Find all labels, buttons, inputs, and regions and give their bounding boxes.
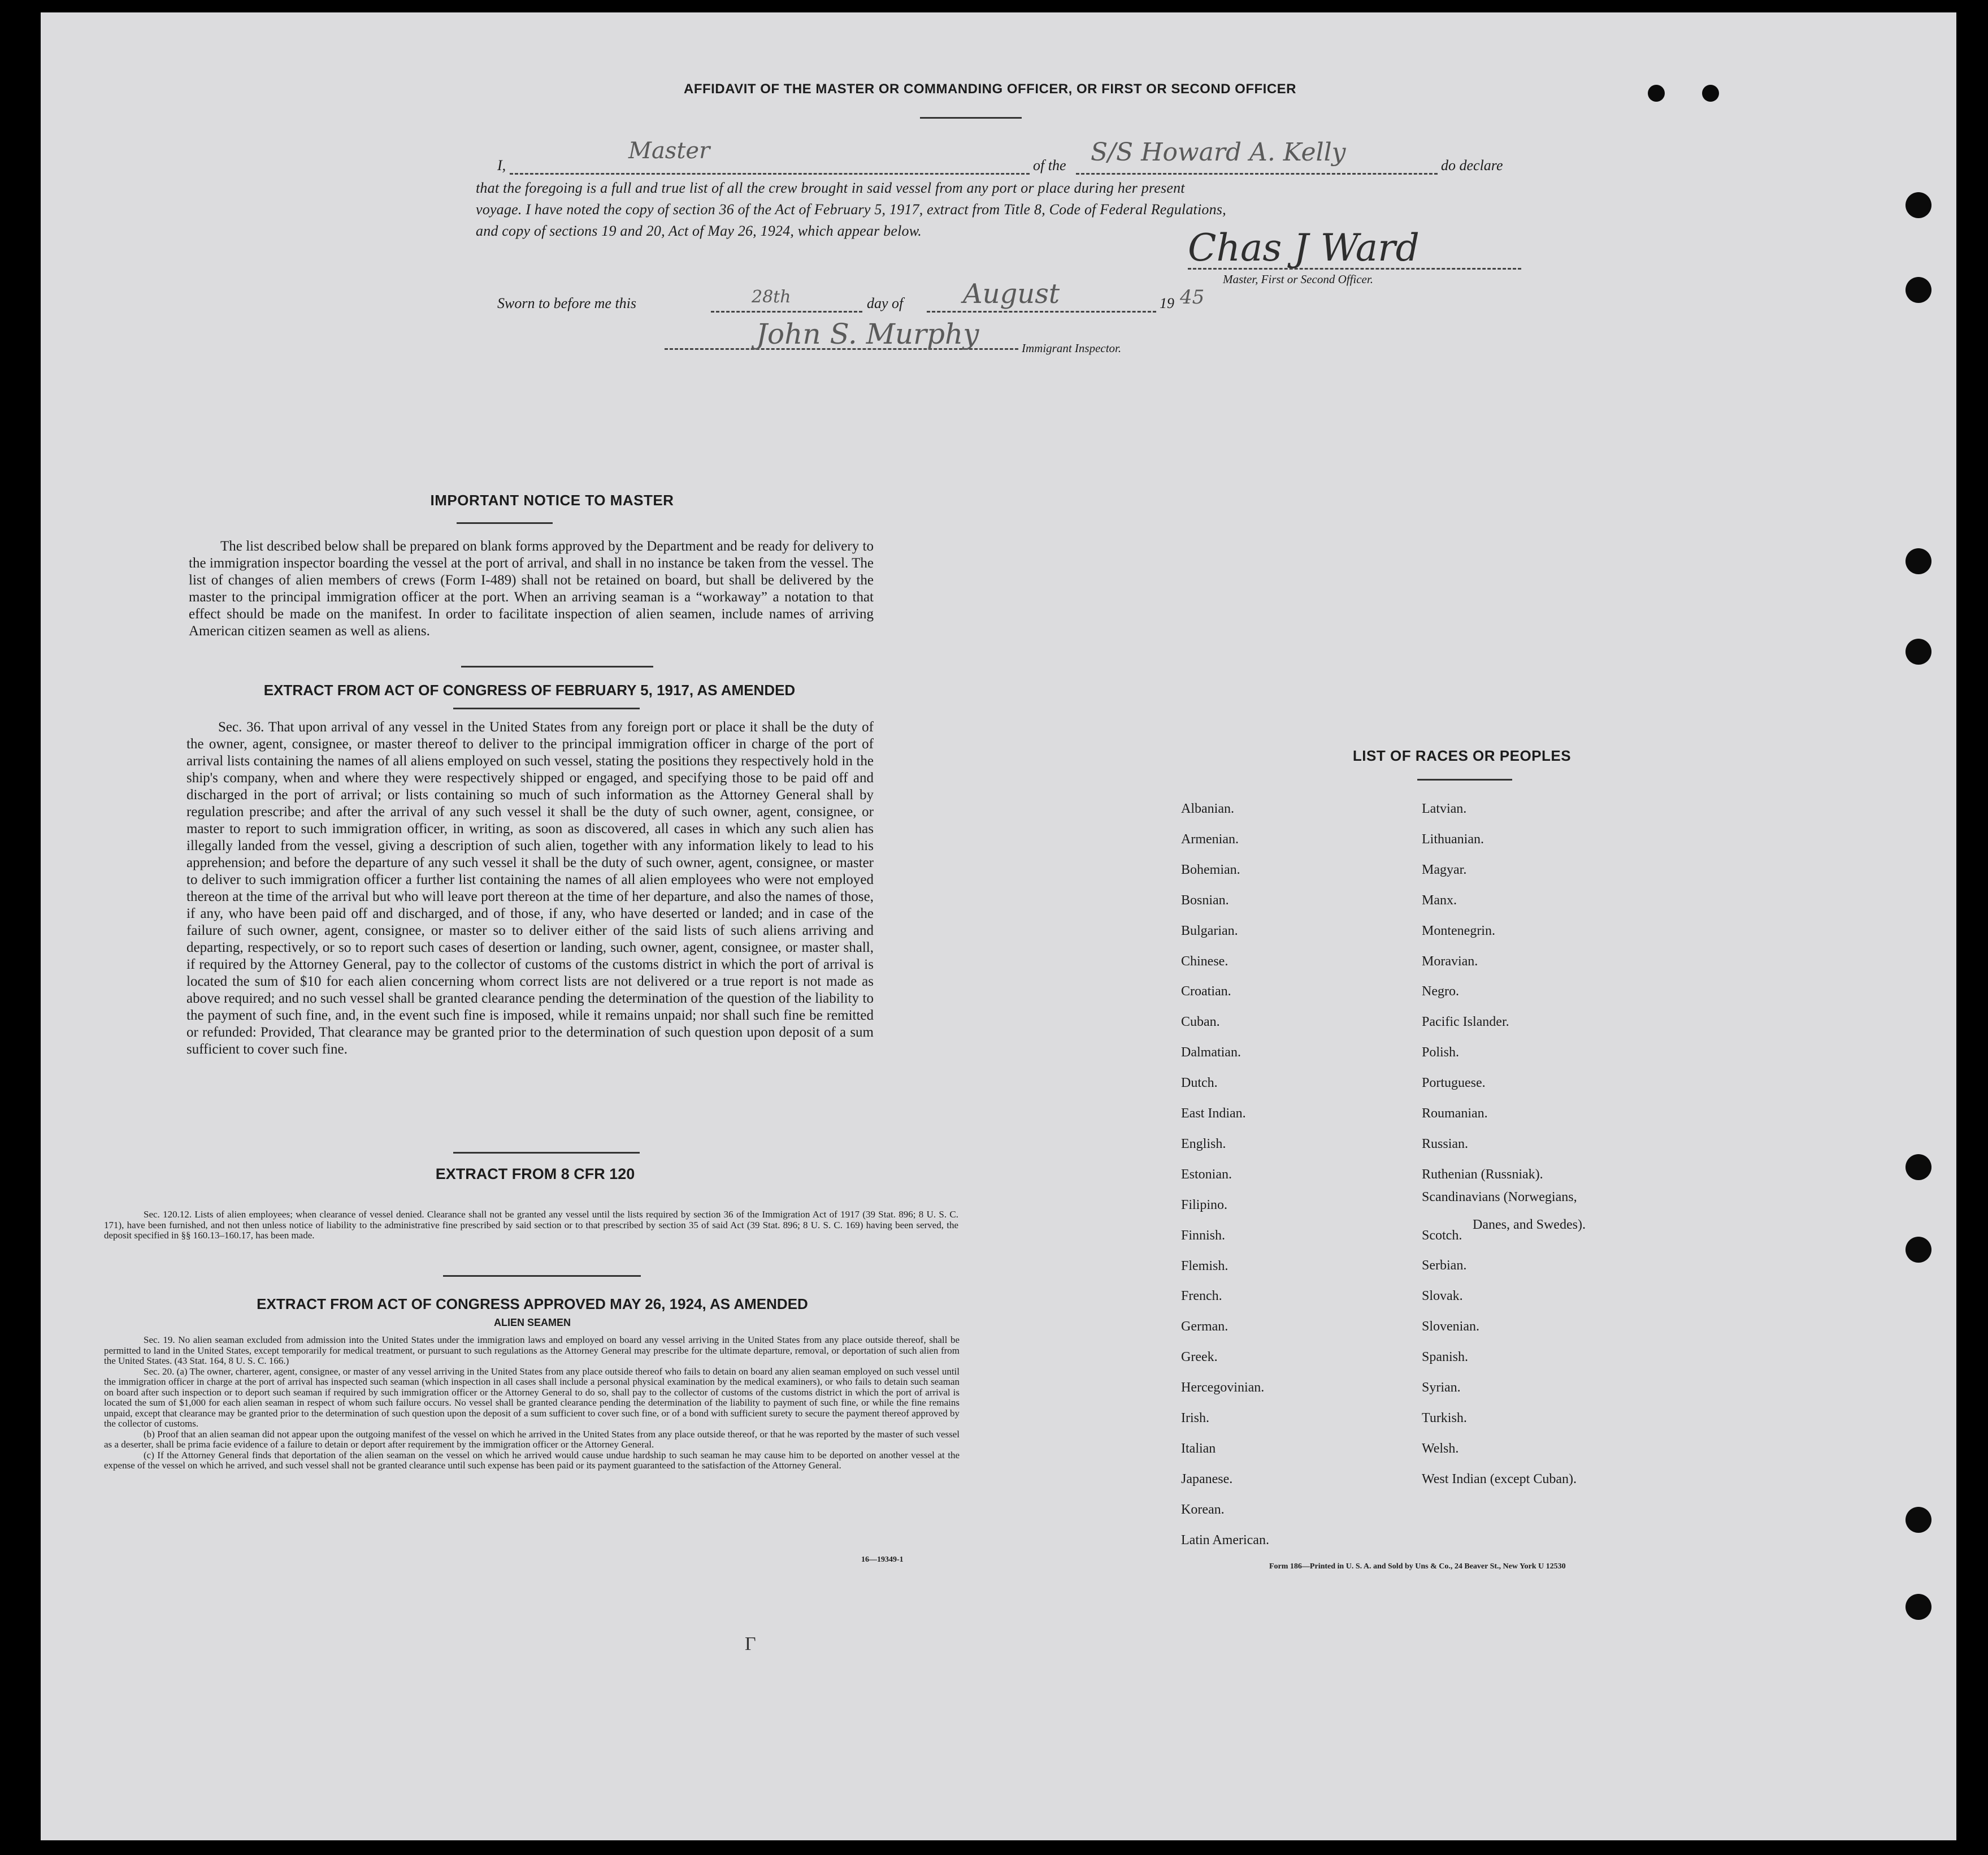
handwritten-vessel: S/S Howard A. Kelly bbox=[1091, 138, 1346, 167]
notice-title: IMPORTANT NOTICE TO MASTER bbox=[430, 492, 674, 509]
races-title: LIST OF RACES OR PEOPLES bbox=[1352, 747, 1572, 764]
sec20b-body: (b) Proof that an alien seaman did not appear upon the outgoing manifest of the vessel on which he arrived in the United States from any place outside thereof, or that he was reported by the master of such vessel as a deserter, shall be prima facie evidence of a failure to detain or deport after requirement by the immigration officer or the Attorney General. bbox=[104, 1428, 960, 1450]
extract-1917-title: EXTRACT FROM ACT OF CONGRESS OF FEBRUARY 5, 1917, AS AMENDED bbox=[263, 682, 796, 699]
race-item: Chinese. bbox=[1181, 953, 1229, 969]
inspector-caption: Immigrant Inspector. bbox=[1022, 341, 1122, 355]
seamen-sections bbox=[104, 1335, 960, 1471]
race-item: Dalmatian. bbox=[1181, 1045, 1241, 1060]
divider bbox=[920, 117, 1022, 119]
handwritten-year: 45 bbox=[1180, 286, 1205, 309]
binder-hole bbox=[1905, 1594, 1931, 1620]
month-blank bbox=[927, 311, 1156, 313]
cfr-title: EXTRACT FROM 8 CFR 120 bbox=[435, 1165, 635, 1182]
race-item: Turkish. bbox=[1422, 1410, 1467, 1425]
printer-imprint: Form 186—Printed in U. S. A. and Sold by Uns & Co., 24 Beaver St., New York U 12530 bbox=[1269, 1562, 1566, 1571]
binder-hole bbox=[1905, 1154, 1931, 1180]
race-item: Latin American. bbox=[1181, 1532, 1269, 1548]
of-the-label: of the bbox=[1033, 157, 1066, 174]
race-item: Polish. bbox=[1422, 1045, 1460, 1060]
race-item: Korean. bbox=[1181, 1502, 1225, 1517]
race-item: German. bbox=[1181, 1319, 1229, 1334]
divider bbox=[453, 1152, 640, 1154]
race-item: Slovenian. bbox=[1422, 1319, 1479, 1334]
race-item: Flemish. bbox=[1181, 1258, 1229, 1273]
year-prefix: 19 bbox=[1160, 295, 1174, 311]
race-item: Hercegovinian. bbox=[1181, 1380, 1265, 1395]
vessel-blank bbox=[1076, 173, 1438, 175]
rank-blank bbox=[510, 173, 1030, 175]
binder-hole bbox=[1905, 1237, 1931, 1263]
divider bbox=[1417, 779, 1512, 781]
race-item: Syrian. bbox=[1422, 1380, 1461, 1395]
race-item: Magyar. bbox=[1422, 862, 1467, 877]
race-item: French. bbox=[1181, 1289, 1222, 1304]
extract-1924-title: EXTRACT FROM ACT OF CONGRESS APPROVED MAY 26, 1924, AS AMENDED bbox=[257, 1295, 808, 1312]
race-item: Filipino. bbox=[1181, 1197, 1228, 1212]
punch-hole bbox=[1702, 85, 1719, 102]
master-signature: Chas J Ward bbox=[1188, 226, 1420, 270]
do-declare-label: do declare bbox=[1441, 157, 1503, 174]
race-item: Russian. bbox=[1422, 1136, 1469, 1151]
race-item: Armenian. bbox=[1181, 831, 1239, 847]
race-item: Scotch. bbox=[1422, 1228, 1462, 1243]
affidavit-line-2: voyage. I have noted the copy of section 36 of the Act of February 5, 1917, extract from Title 8, Code of Federal Regulations, bbox=[476, 201, 1226, 218]
punch-hole bbox=[1648, 85, 1665, 102]
race-item: Welsh. bbox=[1422, 1441, 1459, 1456]
divider bbox=[453, 708, 640, 709]
day-of-label: day of bbox=[867, 295, 904, 311]
divider bbox=[457, 522, 553, 524]
race-item: Finnish. bbox=[1181, 1228, 1226, 1243]
margin-mark: Γ bbox=[745, 1633, 756, 1654]
race-item: Montenegrin. bbox=[1422, 923, 1495, 938]
sec20c-body: (c) If the Attorney General finds that deportation of the alien seaman on the vessel on which he arrived would cause undue hardship to such seaman he may cause him to be deported on another vessel at the expense of the vessel on which he arrived, and such vessel shall not be granted clearance until such expense has been paid or its payment guaranteed to the satisfaction of the Attorney General. bbox=[104, 1449, 960, 1471]
race-item: Slovak. bbox=[1422, 1289, 1463, 1304]
master-caption: Master, First or Second Officer. bbox=[1223, 272, 1373, 286]
sec36-body: Sec. 36. That upon arrival of any vessel in the United States from any foreign port or place it shall be the duty of the owner, agent, consignee, or master thereof to deliver to the principal immigration officer in charge of the port of arrival lists containing the names of all aliens employed on such vessel, stating the positions they respectively hold in the ship's company, when and where they were respectively shipped or engaged, and specifying those to be paid off and discharged in the port of arrival; or lists containing so much of such information as the Attorney General shall by regulation prescribe; and after the arrival of any such vessel it shall be the duty of such owner, agent, consignee, or master to report to such immigration officer, in writing, as soon as discovered, all cases in which any such alien has illegally landed from the vessel, giving a description of such alien, together with any information likely to lead to his apprehension; and before the departure of any such vessel it shall be the duty of such owner, agent, consignee, or master to deliver to such immigration officer a further list containing the names of all alien employees who were not employed thereon at the time of the arrival but who will leave port thereon at the time of her departure, and also the names of those, if any, who have been paid off and discharged, and of those, if any, who have deserted or landed; and in case of the failure of such owner, agent, consignee, or master so to deliver either of the said lists of such aliens arriving and departing, respectively, or so to report such cases of desertion or landing, such owner, agent, consignee, or master shall, if required by the Attorney General, pay to the collector of customs of the customs district in which the port of arrival is located the sum of $10 for each alien concerning whom correct lists are not delivered or a true report is not made as above required; and no such vessel shall be granted clearance pending the determination of the question of the liability to the payment of such fine, and, in the event such fine is imposed, while it remains unpaid; nor shall such fine be remitted or refunded: Provided, That clearance may be granted prior to the determination of such question upon deposit of a sum sufficient to cover such fine. bbox=[186, 720, 874, 1057]
affidavit-title: AFFIDAVIT OF THE MASTER OR COMMANDING OFFICER, OR FIRST OR SECOND OFFICER bbox=[683, 81, 1297, 97]
race-item: Latvian. bbox=[1422, 801, 1467, 816]
binder-hole bbox=[1905, 639, 1931, 665]
binder-hole bbox=[1905, 277, 1931, 303]
race-item: Scandinavians (Norwegians, bbox=[1422, 1189, 1577, 1204]
race-item: Dutch. bbox=[1181, 1076, 1218, 1091]
race-item: Cuban. bbox=[1181, 1015, 1220, 1030]
alien-seamen-subtitle: ALIEN SEAMEN bbox=[493, 1317, 571, 1328]
affidavit-line-1: that the foregoing is a full and true list of all the crew brought in said vessel from any port or place during her present bbox=[476, 180, 1185, 196]
handwritten-day: 28th bbox=[752, 287, 791, 307]
sec19-body: Sec. 19. No alien seaman excluded from admission into the United States under the immigration laws and employed on board any vessel arriving in the United States from any place outside thereof, shall be permitted to land in the United States, except temporarily for medical treatment, or pursuant to such regulations as the Attorney General may prescribe for the ultimate departure, removal, or deportation of such alien from the United States. (43 Stat. 164, 8 U. S. C. 166.) bbox=[104, 1334, 960, 1366]
race-item: English. bbox=[1181, 1136, 1226, 1151]
race-item: Italian bbox=[1181, 1441, 1216, 1456]
race-item: Bosnian. bbox=[1181, 892, 1229, 908]
binder-hole bbox=[1905, 1507, 1931, 1533]
race-item: Croatian. bbox=[1181, 984, 1231, 999]
race-item: Greek. bbox=[1181, 1350, 1218, 1365]
race-item: West Indian (except Cuban). bbox=[1422, 1471, 1577, 1486]
race-item: Albanian. bbox=[1181, 801, 1234, 816]
race-item: Japanese. bbox=[1181, 1471, 1233, 1486]
race-item: Estonian. bbox=[1181, 1167, 1232, 1182]
handwritten-month: August bbox=[963, 278, 1060, 310]
cfr-body: Sec. 120.12. Lists of alien employees; when clearance of vessel denied. Clearance shall not be granted any vessel until the lists required by section 36 of the Immigration Act of 1917 (39 Stat. 896; 8 U. S. C. 171), have been furnished, and not then unless notice of liability to the administrative fine prescribed by said section or to that prescribed by section 35 of said Act (39 Stat. 896; 8 U. S. C. 169) having been served, the deposit specified in §§ 160.13–160.17, has been made. bbox=[104, 1209, 958, 1241]
race-item: Bohemian. bbox=[1181, 862, 1240, 877]
race-item: Pacific Islander. bbox=[1422, 1015, 1509, 1030]
divider bbox=[461, 666, 653, 668]
race-item: Moravian. bbox=[1422, 953, 1478, 969]
race-item: Manx. bbox=[1422, 892, 1457, 908]
race-item: Spanish. bbox=[1422, 1350, 1469, 1365]
divider bbox=[443, 1275, 641, 1277]
race-item: Roumanian. bbox=[1422, 1106, 1488, 1121]
binder-hole bbox=[1905, 192, 1931, 218]
form-code: 16—19349-1 bbox=[861, 1555, 904, 1564]
day-blank bbox=[711, 311, 862, 313]
race-item: Serbian. bbox=[1422, 1258, 1467, 1273]
master-sig-line bbox=[1188, 268, 1521, 270]
race-item: Negro. bbox=[1422, 984, 1459, 999]
manifest-page bbox=[41, 12, 1956, 1840]
race-item: Bulgarian. bbox=[1181, 923, 1238, 938]
race-item: Portuguese. bbox=[1422, 1076, 1486, 1091]
handwritten-rank: Master bbox=[628, 138, 710, 164]
binder-hole bbox=[1905, 548, 1931, 574]
inspector-signature: John S. Murphy bbox=[756, 318, 979, 350]
notice-body: The list described below shall be prepared on blank forms approved by the Department and be ready for delivery to the immigration inspector boarding the vessel at the port of arrival, and shall in no instance be taken from the vessel. The list of changes of alien members of crews (Form I-489) shall not be retained on board, but shall be delivered by the master to the principal immigration officer at the port. When an arriving seaman is a “workaway” a notation to that effect should be made on the manifest. In order to facilitate inspection of alien seamen, include names of arriving American citizen seamen as well as aliens. bbox=[189, 539, 874, 639]
race-item: Irish. bbox=[1181, 1411, 1209, 1425]
race-item: Lithuanian. bbox=[1422, 831, 1484, 847]
sworn-label: Sworn to before me this bbox=[497, 295, 637, 311]
race-scandinavians-cont: Danes, and Swedes). bbox=[1473, 1217, 1586, 1232]
sec20a-body: Sec. 20. (a) The owner, charterer, agent, consignee, or master of any vessel arriving in the United States from any place outside thereof who fails to detain on board any alien seaman employed on such vessel until the immigration officer in charge at the port of arrival has inspected such seaman (which inspection in all cases shall include a personal physical examination by the medical examiners), or who fails to detain such seaman on board after such inspection or to deport such seaman if required by such immigration officer or the Attorney General to do so, shall pay to the collector of customs of the customs district in which the port of arrival is located the sum of $1,000 for each alien seaman in respect of whom such failure occurs. No vessel shall be granted clearance pending the determination of the liability to payment of such fine, or while the fine remains unpaid, except that clearance may be granted prior to the determination of such question upon the deposit of a sum sufficient to cover such fine, or of a bond with sufficient surety to secure the payment thereof approved by the collector of customs. bbox=[104, 1366, 960, 1429]
race-item: East Indian. bbox=[1181, 1106, 1246, 1121]
race-item: Ruthenian (Russniak). bbox=[1422, 1167, 1543, 1182]
affidavit-line-3: and copy of sections 19 and 20, Act of May 26, 1924, which appear below. bbox=[476, 223, 922, 239]
i-label: I, bbox=[497, 157, 506, 174]
